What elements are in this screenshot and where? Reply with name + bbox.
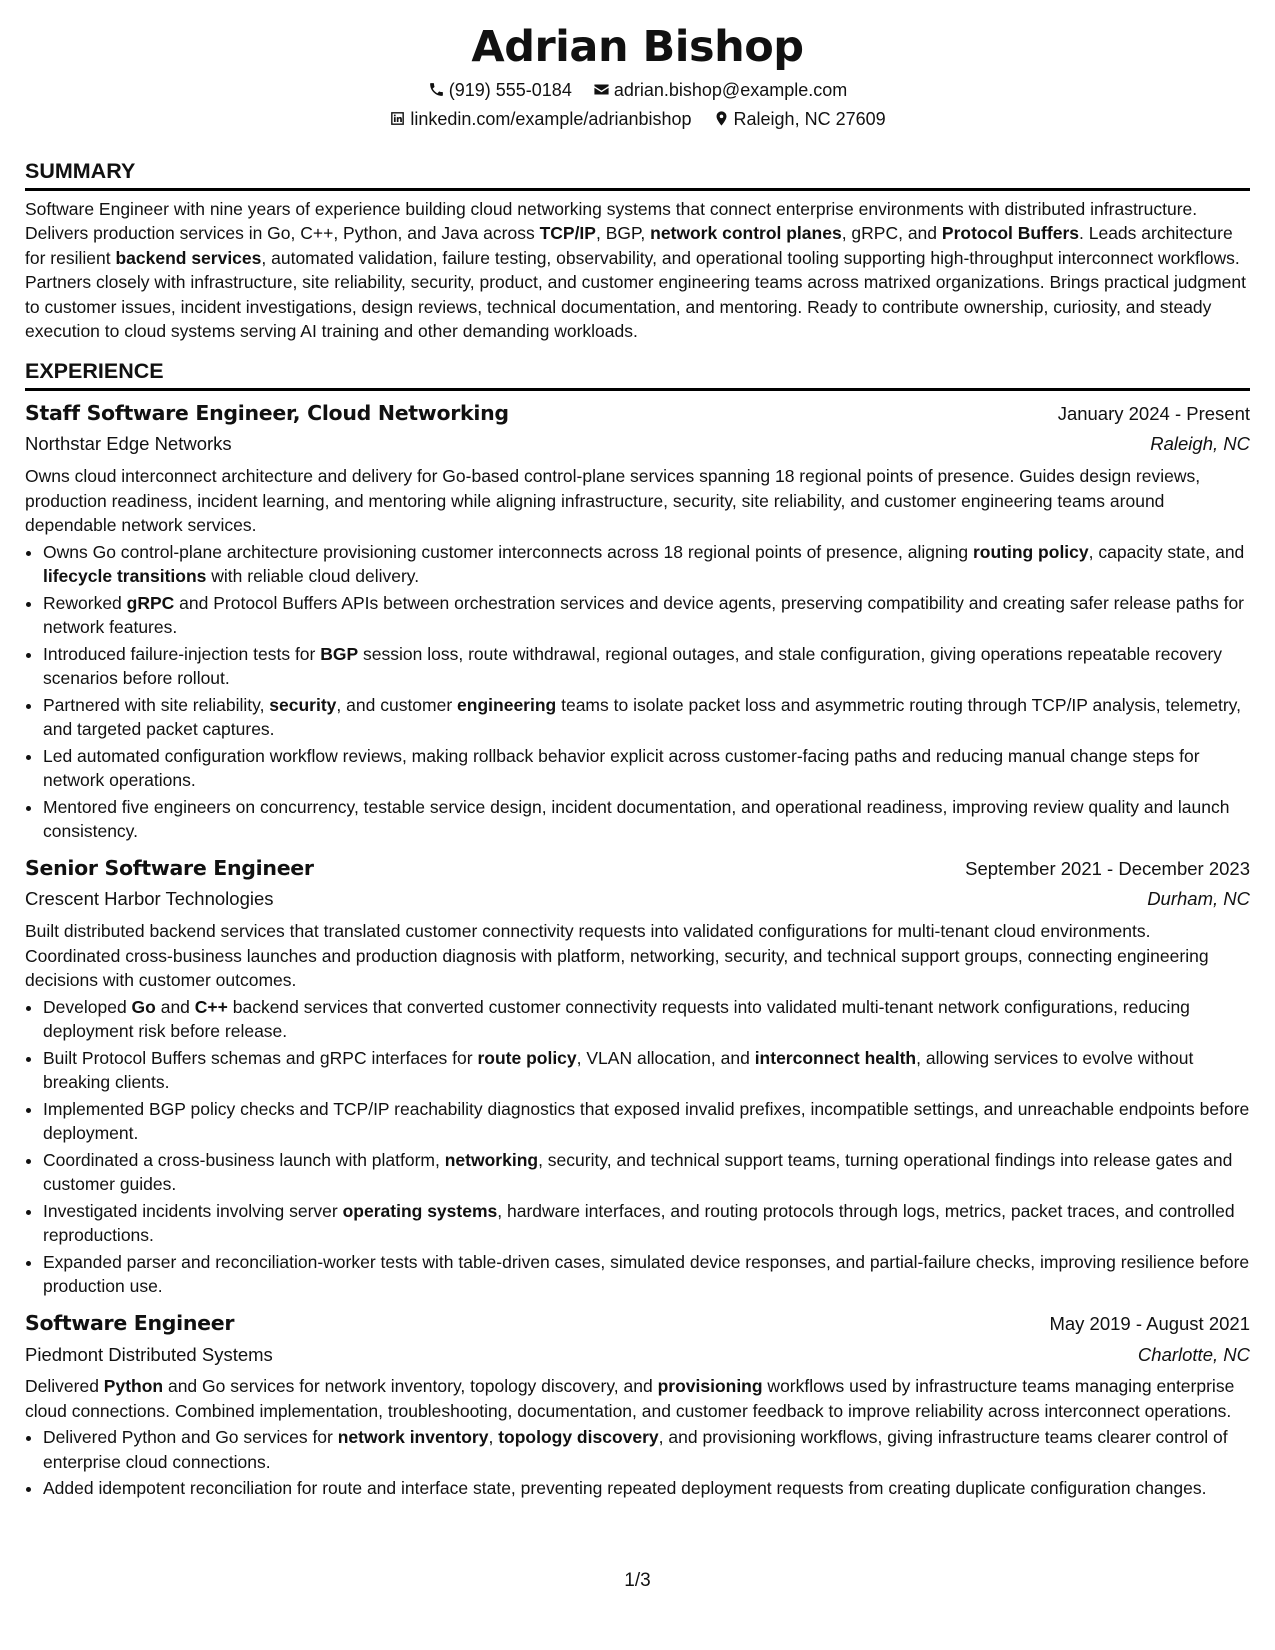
job-description: [25, 1374, 1250, 1423]
job-description: [25, 919, 1250, 993]
text-run: Developed: [43, 996, 132, 1017]
text-run: Delivered: [25, 1376, 104, 1397]
bold-keyword: provisioning: [657, 1376, 763, 1397]
bullet-item: [43, 591, 1250, 640]
job-entry: [25, 1309, 1250, 1501]
bullet-item: [43, 1148, 1250, 1197]
summary-heading: SUMMARY: [25, 158, 1250, 191]
text-run: teams to isolate packet loss and asymmetric routing through TCP/IP analysis, telemetry, and targeted packet captures.: [43, 694, 1241, 740]
job-dates: January 2024 - Present: [1057, 402, 1250, 424]
bold-keyword: network inventory: [337, 1427, 489, 1448]
bold-keyword: Protocol Buffers: [941, 223, 1079, 244]
text-run: Added idempotent reconciliation for route and interface state, preventing repeated deployment requests from creating duplicate configuration changes.: [43, 1478, 1207, 1499]
bold-keyword: BGP: [320, 643, 359, 664]
experience-heading: EXPERIENCE: [25, 358, 1250, 391]
envelope-icon: [593, 81, 610, 98]
job-subheader: [25, 431, 1250, 457]
map-pin-icon: [713, 110, 730, 127]
job-bullets: [25, 540, 1250, 844]
text-run: , and customer: [336, 694, 458, 715]
job-subheader: [25, 1342, 1250, 1368]
bold-keyword: network control planes: [650, 223, 842, 244]
job-title: Software Engineer: [25, 1310, 235, 1335]
job-bullets: [25, 1425, 1250, 1501]
job-header: [25, 1309, 1250, 1338]
job-title: Staff Software Engineer, Cloud Networking: [25, 400, 509, 425]
text-run: , hardware interfaces, and routing protocols through logs, metrics, packet traces, and controlled reproductions.: [43, 1200, 1235, 1246]
bullet-item: [43, 1425, 1250, 1474]
bold-keyword: operating systems: [342, 1200, 498, 1221]
bullet-item: [43, 1046, 1250, 1095]
contact-line-2: [25, 107, 1250, 132]
text-run: Built distributed backend services that translated customer connectivity requests into validated configurations for multi-tenant cloud environments. Coordinated cross-business launches and production diagnosis with platform, networking, security, and technical support groups, connecting engineering decisions with customer outcomes.: [25, 921, 1209, 991]
text-run: Built Protocol Buffers schemas and gRPC interfaces for: [43, 1047, 478, 1068]
company-name: Piedmont Distributed Systems: [25, 1343, 273, 1365]
text-run: and: [155, 996, 195, 1017]
job-entry: [25, 854, 1250, 1299]
text-run: Led automated configuration workflow reviews, making rollback behavior explicit across customer-facing paths and reducing manual change steps for network operations.: [43, 745, 1200, 791]
bold-keyword: engineering: [457, 694, 557, 715]
bold-keyword: gRPC: [126, 592, 175, 613]
text-run: , allowing services to evolve without breaking clients.: [43, 1047, 1194, 1093]
job-description: [25, 464, 1250, 538]
text-run: backend services that converted customer connectivity requests into validated multi-tenant network configurations, reducing deployment risk before release.: [43, 996, 1190, 1042]
linkedin-item[interactable]: [389, 107, 691, 132]
text-run: session loss, route withdrawal, regional outages, and stale configuration, giving operations repeatable recovery scenarios before rollout.: [43, 643, 1223, 689]
job-header: [25, 399, 1250, 428]
text-run: workflows used by infrastructure teams managing enterprise cloud connections. Combined implementation, troubleshooting, documentation, and customer feedback to improve reliability across interconnect operations.: [25, 1376, 1235, 1421]
job-subheader: [25, 886, 1250, 912]
job-location: Durham, NC: [1147, 888, 1250, 910]
text-run: , gRPC, and: [841, 223, 942, 244]
text-run: Investigated incidents involving server: [43, 1200, 343, 1221]
text-run: , VLAN allocation, and: [576, 1047, 755, 1068]
bullet-item: [43, 744, 1250, 793]
bold-keyword: interconnect health: [754, 1047, 917, 1068]
text-run: Owns Go control-plane architecture provisioning customer interconnects across 18 regional points of presence, aligning: [43, 541, 973, 562]
page-number: 1/3: [624, 1570, 651, 1591]
linkedin-icon: [389, 110, 406, 127]
bullet-item: [43, 1250, 1250, 1299]
location-text: Raleigh, NC 27609: [733, 108, 886, 129]
phone-item[interactable]: [428, 78, 572, 103]
candidate-name: Adrian Bishop: [471, 22, 804, 72]
text-run: . Leads architecture for resilient: [25, 223, 1233, 268]
bullet-item: [43, 1476, 1250, 1501]
bullet-item: [43, 642, 1250, 691]
job-location: Raleigh, NC: [1150, 433, 1250, 455]
text-run: Partnered with site reliability,: [43, 694, 270, 715]
text-run: Owns cloud interconnect architecture and delivery for Go-based control-plane services spanning 18 regional points of presence. Guides design reviews, production readiness, incident learning, and mentoring while aligning infrastructure, security, site reliability, and customer engineering teams around dependable network services.: [25, 466, 1201, 536]
summary-text: [25, 197, 1250, 344]
bullet-item: [43, 1199, 1250, 1248]
text-run: Coordinated a cross-business launch with platform,: [43, 1149, 445, 1170]
job-entry: [25, 399, 1250, 844]
bold-keyword: networking: [444, 1149, 539, 1170]
bullet-item: [43, 1097, 1250, 1146]
phone-icon: [428, 81, 445, 98]
resume-page: [25, 0, 1250, 1501]
experience-list: [25, 399, 1250, 1501]
text-run: and Go services for network inventory, topology discovery, and: [163, 1376, 658, 1397]
text-run: , security, and technical support teams, turning operational findings into release gates and customer guides.: [43, 1149, 1233, 1195]
text-run: Software Engineer with nine years of experience building cloud networking systems that connect enterprise environments with distributed infrastructure. Delivers production services in Go, C++, Python, and Java across: [25, 198, 1198, 244]
contact-line-1: [25, 78, 1250, 103]
bullet-item: [43, 693, 1250, 742]
bullet-item: [43, 795, 1250, 844]
company-name: Crescent Harbor Technologies: [25, 888, 274, 910]
bullet-item: [43, 540, 1250, 589]
job-bullets: [25, 995, 1250, 1299]
bold-keyword: security: [269, 694, 337, 715]
bold-keyword: C++: [194, 996, 228, 1017]
bold-keyword: Go: [131, 996, 156, 1017]
text-run: , and provisioning workflows, giving infrastructure teams clearer control of enterprise cloud connections.: [43, 1427, 1228, 1472]
phone-number: (919) 555-0184: [448, 79, 572, 100]
bullet-item: [43, 995, 1250, 1044]
job-title: Senior Software Engineer: [25, 855, 314, 880]
job-header: [25, 854, 1250, 883]
text-run: Reworked: [43, 592, 127, 613]
text-run: Implemented BGP policy checks and TCP/IP reachability diagnostics that exposed invalid prefixes, incompatible settings, and unreachable endpoints before deployment.: [43, 1098, 1250, 1144]
company-name: Northstar Edge Networks: [25, 433, 232, 455]
bold-keyword: lifecycle transitions: [43, 566, 207, 587]
bold-keyword: Python: [103, 1376, 164, 1397]
linkedin-url: linkedin.com/example/adrianbishop: [410, 108, 692, 129]
bold-keyword: backend services: [115, 247, 262, 268]
job-location: Charlotte, NC: [1137, 1343, 1250, 1365]
text-run: Mentored five engineers on concurrency, testable service design, incident documentation, and operational readiness, improving review quality and launch consistency.: [43, 796, 1230, 842]
text-run: ,: [488, 1427, 499, 1448]
text-run: , BGP,: [595, 223, 651, 244]
text-run: and Protocol Buffers APIs between orchestration services and device agents, preserving compatibility and creating safer release paths for network features.: [43, 592, 1245, 638]
bold-keyword: topology discovery: [498, 1427, 659, 1448]
text-run: with reliable cloud delivery.: [206, 566, 420, 587]
bold-keyword: TCP/IP: [539, 223, 596, 244]
bold-keyword: route policy: [477, 1047, 577, 1068]
text-run: Expanded parser and reconciliation-worker tests with table-driven cases, simulated device responses, and partial-failure checks, improving resilience before production use.: [43, 1251, 1250, 1297]
email-address: adrian.bishop@example.com: [613, 79, 848, 100]
email-item[interactable]: [593, 78, 847, 103]
text-run: , capacity state, and: [1088, 541, 1245, 562]
text-run: , automated validation, failure testing, observability, and operational tooling supporting high-throughput interconnect workflows. Partners closely with infrastructure, site reliability, security, product, and customer engineering teams across matrixed organizations. Brings practical judgment to customer issues, incident investigations, design reviews, technical documentation, and mentoring. Ready to contribute ownership, curiosity, and steady execution to cloud systems serving AI training and other demanding workloads.: [25, 247, 1246, 342]
job-dates: May 2019 - August 2021: [1049, 1312, 1250, 1334]
job-dates: September 2021 - December 2023: [965, 857, 1250, 879]
text-run: Delivered Python and Go services for: [43, 1427, 338, 1448]
bold-keyword: routing policy: [972, 541, 1089, 562]
location-item: [713, 107, 886, 132]
text-run: Introduced failure-injection tests for: [43, 643, 321, 664]
